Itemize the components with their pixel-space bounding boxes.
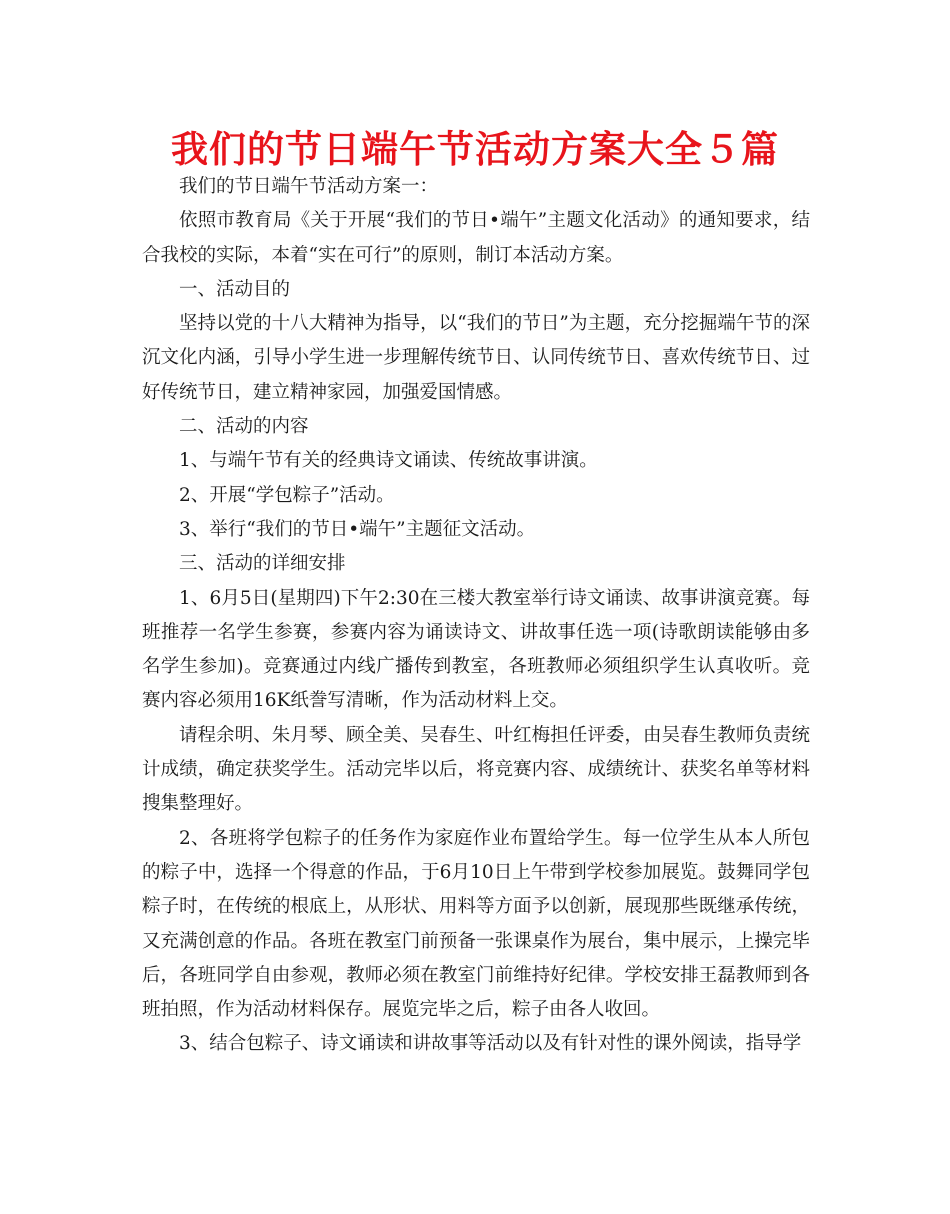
paragraph: 3、结合包粽子、诗文诵读和讲故事等活动以及有针对性的课外阅读，指导学: [179, 1033, 802, 1055]
document-body: [142, 170, 810, 1062]
paragraph: 1、6月5日(星期四)下午2:30在三楼大教室举行诗文诵读、故事讲演竞赛。每班推荐一名学生参赛，参赛内容为诵读诗文、讲故事任选一项(诗歌朗读能够由多名学生参加)。竞赛通过内线广播传到教室，各班教师必须组织学生认真收听。竞赛内容必须用16K纸誊写清晰，作为活动材料上交。: [142, 587, 810, 712]
paragraph: 坚持以党的十八大精神为指导，以“我们的节日”为主题，充分挖掘端午节的深沉文化内涵，引导小学生进一步理解传统节日、认同传统节日、喜欢传统节日、过好传统节日，建立精神家园，加强爱国情感。: [142, 313, 810, 403]
section-intro: 我们的节日端午节活动方案一：: [179, 176, 439, 197]
list-item: 2、开展“学包粽子”活动。: [179, 484, 395, 506]
list-item: 3、举行“我们的节日•端午”主题征文活动。: [179, 518, 536, 540]
paragraph: 请程余明、朱月琴、顾全美、吴春生、叶红梅担任评委，由吴春生教师负责统计成绩，确定获奖学生。活动完毕以后，将竞赛内容、成绩统计、获奖名单等材料搜集整理好。: [142, 724, 810, 815]
section-heading: 二、活动的内容: [179, 416, 309, 438]
section-heading: 一、活动目的: [179, 278, 291, 300]
document-title: 我们的节日端午节活动方案大全５篇: [171, 128, 779, 171]
section-heading: 三、活动的详细安排: [179, 553, 346, 575]
paragraph: 2、各班将学包粽子的任务作为家庭作业布置给学生。每一位学生从本人所包的粽子中，选择一个得意的作品，于6月10日上午带到学校参加展览。鼓舞同学包粽子时，在传统的根底上，从形状、用料等方面予以创新，展现那些既继承传统，又充满创意的作品。各班在教室门前预备一张课桌作为展台，集中展示，上操完毕后，各班同学自由参观，教师必须在教室门前维持好纪律。学校安排王磊教师到各班拍照，作为活动材料保存。展览完毕之后，粽子由各人收回。: [142, 827, 810, 1021]
paragraph: 依照市教育局《关于开展“我们的节日•端午”主题文化活动》的通知要求，结合我校的实际，本着“实在可行”的原则，制订本活动方案。: [142, 210, 810, 266]
list-item: 1、与端午节有关的经典诗文诵读、传统故事讲演。: [179, 450, 598, 472]
